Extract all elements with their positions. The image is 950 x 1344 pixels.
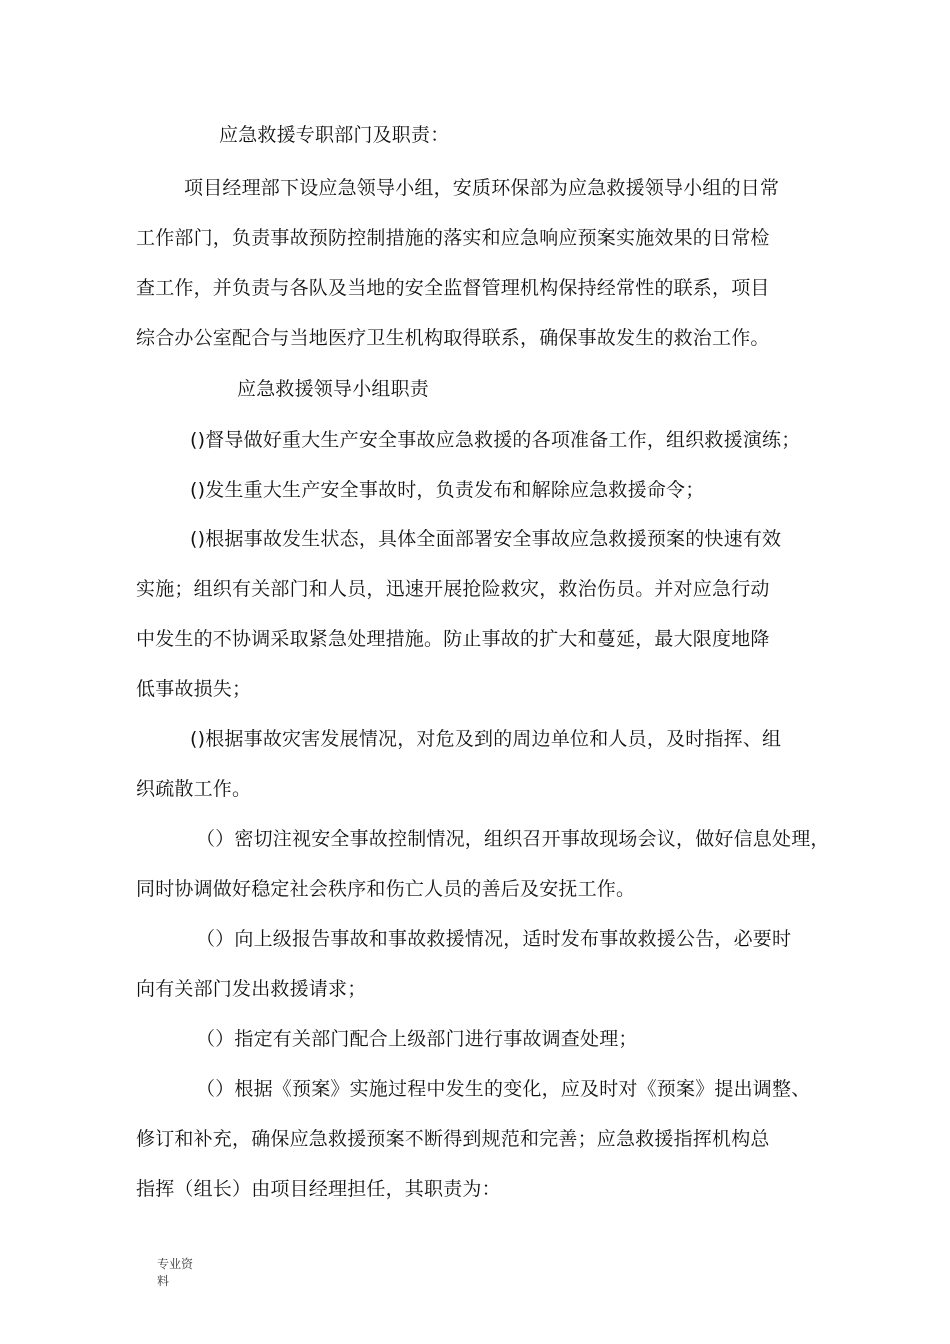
- text-line: ()发生重大生产安全事故时，负责发布和解除应急救援命令；: [190, 479, 705, 501]
- text-line: 项目经理部下设应急领导小组，安质环保部为应急救援领导小组的日常: [184, 177, 780, 199]
- text-line: 查工作，并负责与各队及当地的安全监督管理机构保持经常性的联系，项目: [136, 277, 770, 299]
- text-line: ()根据事故发生状态，具体全面部署安全事故应急救援预案的快速有效: [190, 528, 782, 550]
- footer-text: 料: [157, 1274, 170, 1288]
- text-line: （）密切注视安全事故控制情况，组织召开事故现场会议，做好信息处理，: [196, 828, 830, 850]
- text-line: 同时协调做好稳定社会秩序和伤亡人员的善后及安抚工作。: [136, 878, 636, 900]
- text-line: （）根据《预案》实施过程中发生的变化，应及时对《预案》提出调整、: [196, 1078, 811, 1100]
- text-line: 低事故损失；: [136, 678, 252, 700]
- text-line: 中发生的不协调采取紧急处理措施。防止事故的扩大和蔓延，最大限度地降: [136, 628, 770, 650]
- text-line: 织疏散工作。: [136, 778, 252, 800]
- footer-text: 专业资: [157, 1257, 194, 1271]
- text-line: 修订和补充，确保应急救援预案不断得到规范和完善；应急救援指挥机构总: [136, 1128, 770, 1150]
- section-heading-emergency-department: 应急救援专职部门及职责：: [219, 124, 450, 146]
- section-heading-leadership-group: 应急救援领导小组职责: [237, 378, 430, 400]
- text-line: 实施；组织有关部门和人员，迅速开展抢险救灾，救治伤员。并对应急行动: [136, 578, 770, 600]
- text-line: （）指定有关部门配合上级部门进行事故调查处理；: [196, 1028, 638, 1050]
- text-line: ()督导做好重大生产安全事故应急救援的各项准备工作，组织救援演练；: [190, 429, 801, 451]
- text-line: 综合办公室配合与当地医疗卫生机构取得联系，确保事故发生的救治工作。: [136, 327, 770, 349]
- text-line: 指挥（组长）由项目经理担任，其职责为：: [136, 1178, 501, 1200]
- text-line: （）向上级报告事故和事故救援情况，适时发布事故救援公告，必要时: [196, 928, 792, 950]
- text-line: 向有关部门发出救援请求；: [136, 978, 367, 1000]
- text-line: 工作部门，负责事故预防控制措施的落实和应急响应预案实施效果的日常检: [136, 227, 770, 249]
- text-line: ()根据事故灾害发展情况，对危及到的周边单位和人员，及时指挥、组: [190, 728, 782, 750]
